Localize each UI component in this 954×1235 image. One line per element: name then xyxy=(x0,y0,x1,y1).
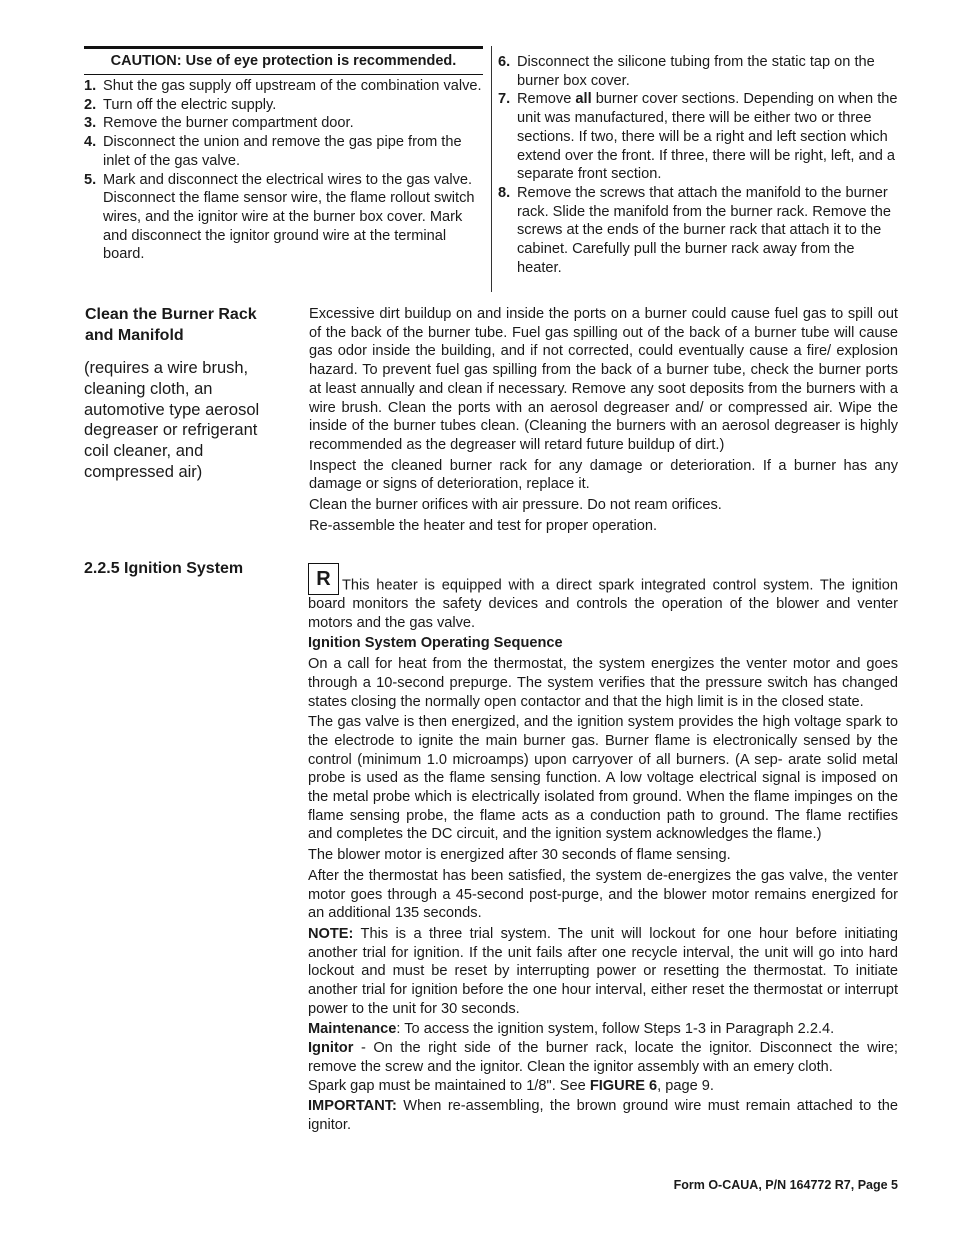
caution-banner: CAUTION: Use of eye protection is recommended. xyxy=(84,46,483,75)
list-item: 1. Shut the gas supply off upstream of the combination valve. xyxy=(84,78,482,94)
clean-burner-requirements: (requires a wire brush, cleaning cloth, an automotive type aerosol degreaser or refrigerant coil cleaner, and compressed air) xyxy=(84,359,260,481)
list-item: 8. Remove the screws that attach the manifold to the burner rack. Slide the manifold from the burner rack. Remove the screws at the ends of the burner rack that attach it to the cabinet. Carefully pull the burner rack away from the heater. xyxy=(498,184,891,276)
ignition-system-body xyxy=(308,563,898,1137)
clean-burner-body xyxy=(309,305,898,537)
list-item: 6. Disconnect the silicone tubing from the static tap on the burner box cover. xyxy=(498,54,875,89)
list-item: 7. Remove all burner cover sections. Depending on when the unit was manufactured, there will be either two or three sections. If two, there will be a right and left section which extend over the front. If three, there will be right, left, and a separate front section. xyxy=(498,91,898,183)
maintenance-paragraph: Maintenance: To access the ignition system, follow Steps 1-3 in Paragraph 2.2.4. xyxy=(308,1021,835,1038)
paragraph: On a call for heat from the thermostat, the system energizes the venter motor and goes through a 10-second prepurge. The system verifies that the pressure switch has changed states closing the normally open contactor and that the high limit is in the closed state. xyxy=(308,656,898,710)
clean-burner-heading: Clean the Burner Rack and Manifold xyxy=(85,306,257,344)
list-item: 4. Disconnect the union and remove the gas pipe from the inlet of the gas valve. xyxy=(84,134,462,169)
page-footer: Form O-CAUA, P/N 164772 R7, Page 5 xyxy=(673,1178,898,1192)
column-divider xyxy=(491,46,492,292)
steps-list-left xyxy=(84,77,484,264)
ignitor-paragraph: Ignitor - On the right side of the burner rack, locate the ignitor. Disconnect the wire; remove the screw and the ignitor. Clean the ignitor assembly with an emery cloth. xyxy=(308,1040,898,1075)
list-item: 3. Remove the burner compartment door. xyxy=(84,115,354,132)
paragraph: Clean the burner orifices with air pressure. Do not ream orifices. xyxy=(309,497,722,514)
paragraph: Inspect the cleaned burner rack for any damage or deterioration. If a burner has any damage or signs of deterioration, replace it. xyxy=(309,457,898,493)
list-item: 5. Mark and disconnect the electrical wires to the gas valve. Disconnect the flame sensor wire, the flame rollout switch wires, and the ignitor wire at the burner box cover. Mark and disconnect the ignitor ground wire at the terminal board. xyxy=(84,171,475,263)
paragraph: R This heater is equipped with a direct spark integrated control system. The ignition board monitors the safety devices and controls the operation of the blower and venter motors and the gas valve. xyxy=(308,563,898,632)
paragraph: After the thermostat has been satisfied, the system de-energizes the gas valve, the venter motor goes through a 45-second post-purge, and the blower motor remains energized for an additional 135 seconds. xyxy=(308,867,898,922)
list-item: 2. Turn off the electric supply. xyxy=(84,96,277,113)
revision-mark-icon: R xyxy=(308,563,339,595)
note-paragraph: NOTE: This is a three trial system. The unit will lockout for one hour before initiating another trial for ignition. If the unit fails after one recycle interval, the unit will go into hard lockout and must be reset by interrupting power or resetting the thermostat. To initiate another trial for ignition before the one hour interval, either reset the thermostat or interrupt power to the unit for 30 seconds. xyxy=(308,925,898,1017)
paragraph: Excessive dirt buildup on and inside the ports on a burner could cause fuel gas to spill out of the back of the burner tube. Fuel gas spilling out of the back of a burner tube will cause gas odor inside the building, and if not corrected, could eventually cause a fire/ explosion hazard. To prevent fuel gas spilling from the back of a burner tube, check the burner ports at least annually and clean if necessary. Remove any soot deposits from the burners with a wire brush. Clean the ports with an aerosol degreaser and/ or compressed air. Wipe the inside of the burner tubes clean. (Cleaning the burners with an aerosol degreaser is highly recommended as the degreaser will retard future buildup of dirt.) xyxy=(309,306,898,453)
important-paragraph: IMPORTANT: When re-assembling, the brown ground wire must remain attached to the ignitor. xyxy=(308,1098,898,1133)
ignition-system-heading: 2.2.5 Ignition System xyxy=(84,560,244,577)
paragraph: The blower motor is energized after 30 seconds of flame sensing. xyxy=(308,847,731,864)
figure-6-reference: FIGURE 6 xyxy=(589,1077,658,1094)
spark-gap-paragraph: Spark gap must be maintained to 1/8". See FIGURE 6, page 9. xyxy=(308,1077,714,1094)
paragraph: The gas valve is then energized, and the ignition system provides the high voltage spark to the electrode to ignite the main burner gas. Burner flame is electronically sensed by the control (minimum 1.0 microamps) upon carryover of all burners. (A sep- arate solid metal probe is used as the flame sensing function. A low voltage electrical signal is imposed on the metal probe which is electrically isolated from ground. When the flame impinges on the flame sensing probe, the flame acts as a conduction path to ground. The flame rectifies and completes the DC circuit, and the ignition system acknowledges the flame.) xyxy=(308,714,898,843)
paragraph: Re-assemble the heater and test for proper operation. xyxy=(309,517,658,534)
sequence-subheading: Ignition System Operating Sequence xyxy=(308,635,563,652)
steps-list-right xyxy=(498,53,898,277)
